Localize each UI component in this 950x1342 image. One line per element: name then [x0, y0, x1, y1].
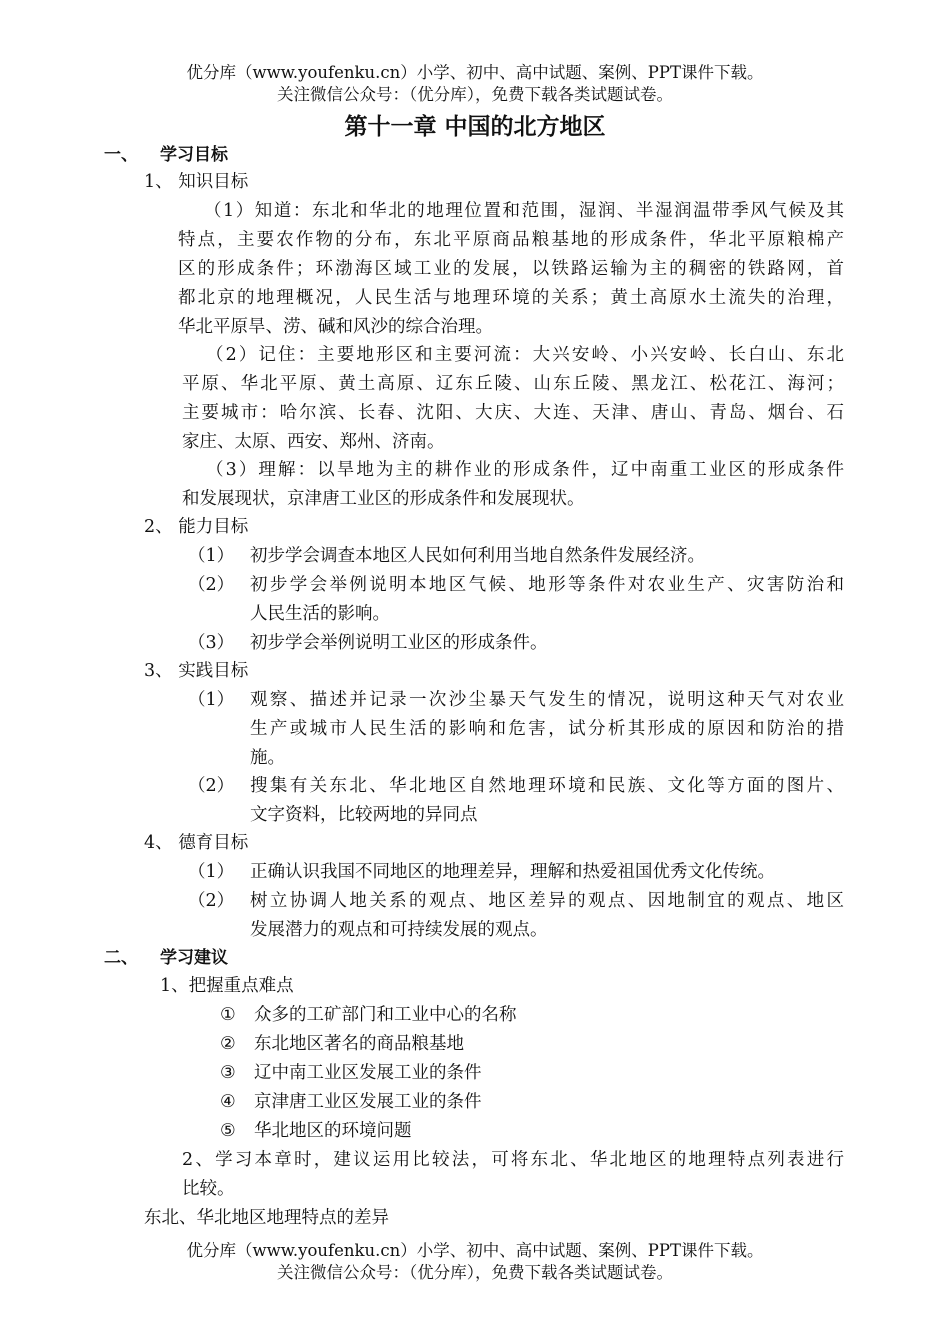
section-2-number: 二、 [104, 948, 138, 968]
list-item [250, 686, 844, 773]
text-line: 平原、华北平原、黄土高原、辽东丘陵、山东丘陵、黑龙江、松花江、海河； [182, 374, 844, 394]
knowledge-paragraph-2 [182, 341, 844, 457]
key-point-item: 京津唐工业区发展工业的条件 [254, 1092, 482, 1112]
practice-heading: 3、 实践目标 [144, 661, 249, 681]
header-line-1: 优分库（www.youfenku.cn）小学、初中、高中试题、案例、PPT课件下载。 [186, 63, 764, 82]
list-number: （1） [188, 862, 235, 882]
list-item [250, 571, 844, 629]
section-2-label: 学习建议 [160, 948, 228, 968]
text-line: （2）记住：主要地形区和主要河流：大兴安岭、小兴安岭、长白山、东北 [206, 345, 844, 365]
footer-line-2: 关注微信公众号：（优分库），免费下载各类试题试卷。 [277, 1263, 673, 1282]
key-points-heading: 1、把握重点难点 [160, 976, 294, 996]
page-title: 第十一章 中国的北方地区 [344, 113, 606, 140]
list-item [250, 542, 844, 571]
text-line: 初步学会调查本地区人民如何利用当地自然条件发展经济。 [250, 546, 705, 566]
study-suggestion-paragraph [182, 1146, 844, 1204]
list-number: （1） [188, 690, 235, 710]
text-line: 发展潜力的观点和可持续发展的观点。 [250, 920, 548, 940]
list-item [250, 887, 844, 945]
circled-number: ④ [220, 1092, 236, 1112]
key-point-item: 华北地区的环境问题 [254, 1121, 412, 1141]
text-line: 生产或城市人民生活的影响和危害，试分析其形成的原因和防治的措 [250, 719, 844, 739]
table-caption: 东北、华北地区地理特点的差异 [144, 1208, 389, 1228]
key-point-item: 东北地区著名的商品粮基地 [254, 1034, 464, 1054]
list-item [250, 858, 844, 887]
text-line: 正确认识我国不同地区的地理差异，理解和热爱祖国优秀文化传统。 [250, 862, 775, 882]
circled-number: ① [220, 1005, 236, 1025]
text-line: 树立协调人地关系的观点、地区差异的观点、因地制宜的观点、地区 [250, 891, 844, 911]
text-line: 家庄、太原、西安、郑州、济南。 [182, 432, 445, 452]
text-line: 观察、描述并记录一次沙尘暴天气发生的情况，说明这种天气对农业 [250, 690, 844, 710]
text-line: （3）理解：以旱地为主的耕作业的形成条件，辽中南重工业区的形成条件 [206, 460, 844, 480]
text-line: 华北平原旱、涝、碱和风沙的综合治理。 [178, 317, 493, 337]
text-line: 搜集有关东北、华北地区自然地理环境和民族、文化等方面的图片、 [250, 776, 844, 796]
key-point-item: 众多的工矿部门和工业中心的名称 [254, 1005, 517, 1025]
text-line: 初步学会举例说明本地区气候、地形等条件对农业生产、灾害防治和 [250, 575, 844, 595]
text-line: 2、学习本章时，建议运用比较法，可将东北、华北地区的地理特点列表进行 [182, 1150, 844, 1170]
text-line: 主要城市：哈尔滨、长春、沈阳、大庆、大连、天津、唐山、青岛、烟台、石 [182, 403, 844, 423]
text-line: 人民生活的影响。 [250, 604, 390, 624]
list-number: （2） [188, 776, 235, 796]
list-number: （3） [188, 633, 235, 653]
text-line: 和发展现状，京津唐工业区的形成条件和发展现状。 [182, 489, 585, 509]
circled-number: ② [220, 1034, 236, 1054]
list-number: （2） [188, 891, 235, 911]
list-number: （1） [188, 546, 235, 566]
text-line: 施。 [250, 748, 285, 768]
section-1-label: 学习目标 [160, 145, 228, 165]
ability-heading: 2、 能力目标 [144, 517, 249, 537]
text-line: 区的形成条件；环渤海区域工业的发展，以铁路运输为主的稠密的铁路网，首 [178, 259, 844, 279]
knowledge-paragraph-3 [182, 456, 844, 514]
text-line: 初步学会举例说明工业区的形成条件。 [250, 633, 548, 653]
section-1-number: 一、 [104, 145, 138, 165]
list-item [250, 629, 844, 658]
text-line: 都北京的地理概况，人民生活与地理环境的关系；黄土高原水土流失的治理， [178, 288, 844, 308]
moral-heading: 4、 德育目标 [144, 833, 249, 853]
circled-number: ⑤ [220, 1121, 236, 1141]
list-item [250, 772, 844, 830]
key-point-item: 辽中南工业区发展工业的条件 [254, 1063, 482, 1083]
text-line: 比较。 [182, 1179, 235, 1199]
text-line: 特点，主要农作物的分布，东北平原商品粮基地的形成条件，华北平原粮棉产 [178, 230, 844, 250]
knowledge-heading: 1、 知识目标 [144, 172, 249, 192]
circled-number: ③ [220, 1063, 236, 1083]
text-line: （1）知道：东北和华北的地理位置和范围，湿润、半湿润温带季风气候及其 [204, 201, 844, 221]
footer-line-1: 优分库（www.youfenku.cn）小学、初中、高中试题、案例、PPT课件下载。 [186, 1241, 764, 1260]
header-line-2: 关注微信公众号：（优分库），免费下载各类试题试卷。 [277, 85, 673, 104]
text-line: 文字资料，比较两地的异同点 [250, 805, 478, 825]
knowledge-paragraph-1 [178, 197, 844, 342]
list-number: （2） [188, 575, 235, 595]
